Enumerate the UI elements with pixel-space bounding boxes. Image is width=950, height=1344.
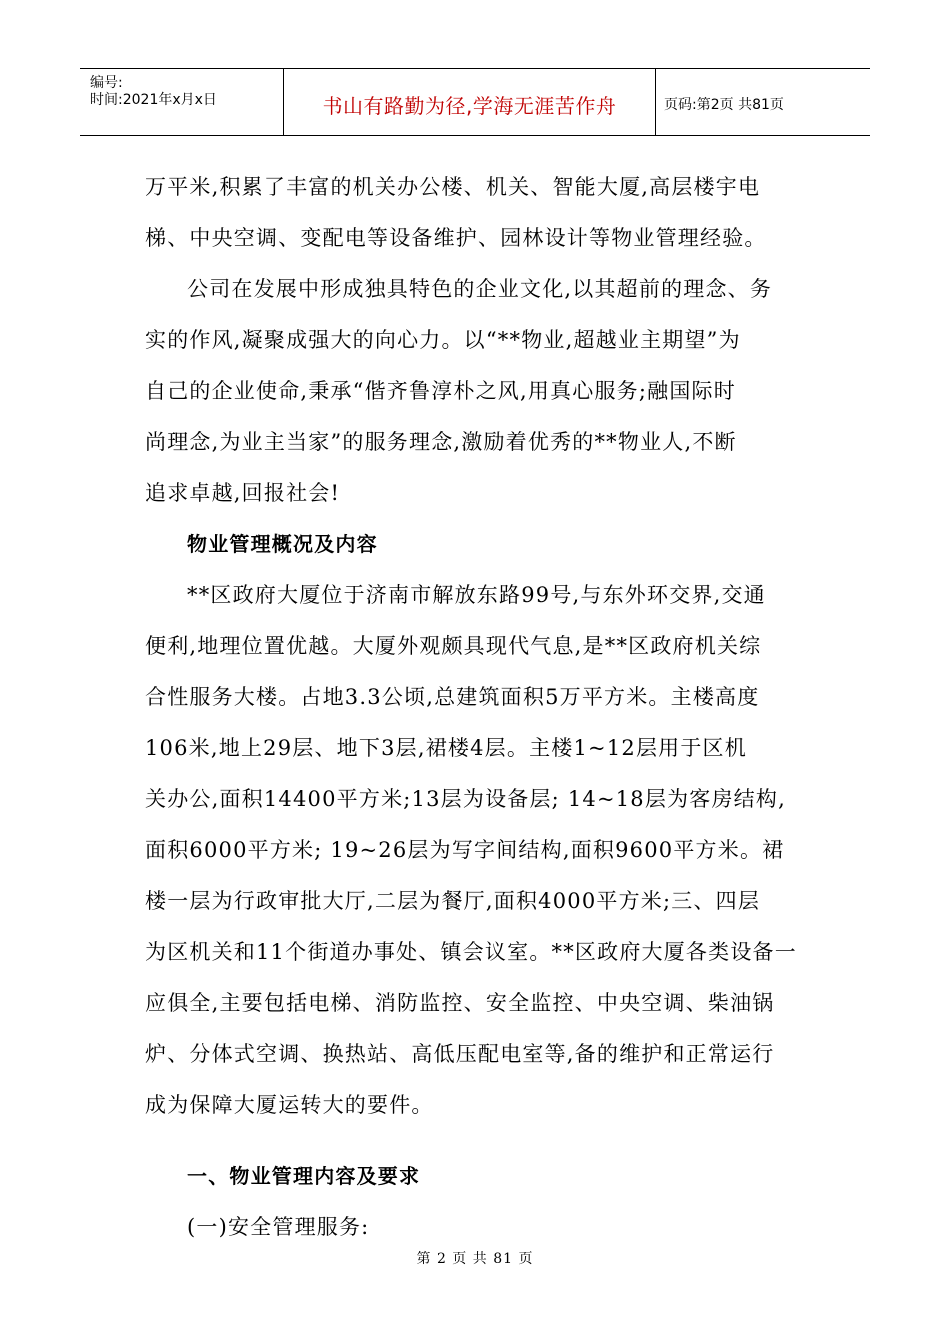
section-heading: 一、物业管理内容及要求 <box>187 1164 421 1188</box>
paragraph-line: 成为保障大厦运转大的要件。 <box>145 1093 434 1117</box>
paragraph-line: 自己的企业使命,秉承“偕齐鲁淳朴之风,用真心服务;融国际时 <box>145 379 736 403</box>
paragraph-line: 炉、分体式空调、换热站、高低压配电室等,备的维护和正常运行 <box>145 1042 775 1066</box>
paragraph-line: **区政府大厦位于济南市解放东路99号,与东外环交界,交通 <box>187 583 766 607</box>
paragraph-line: 便利,地理位置优越。大厦外观颇具现代气息,是**区政府机关综 <box>145 634 762 658</box>
paragraph-line: 实的作风,凝聚成强大的向心力。以“**物业,超越业主期望”为 <box>145 328 741 352</box>
document-body <box>145 168 810 1259</box>
subsection-heading: (一)安全管理服务: <box>187 1215 370 1239</box>
section-spacer <box>145 1137 810 1157</box>
paragraph-line: 公司在发展中形成独具特色的企业文化,以其超前的理念、务 <box>187 277 773 301</box>
page-footer: 第 2 页 共 81 页 <box>416 1251 534 1267</box>
header-motto: 书山有路勤为径,学海无涯苦作舟 <box>284 69 656 135</box>
paragraph-line: 尚理念,为业主当家”的服务理念,激励着优秀的**物业人,不断 <box>145 430 737 454</box>
paragraph-line: 应俱全,主要包括电梯、消防监控、安全监控、中央空调、柴油锅 <box>145 991 775 1015</box>
document-time-label: 时间:2021年x月x日 <box>90 92 217 108</box>
paragraph-line: 为区机关和11个街道办事处、镇会议室。**区政府大厦各类设备一 <box>145 940 797 964</box>
paragraph-line: 关办公,面积14400平方米;13层为设备层; 14~18层为客房结构, <box>145 787 786 811</box>
section-heading: 物业管理概况及内容 <box>187 532 378 556</box>
header-page-info: 页码:第2页 共81页 <box>664 97 784 113</box>
document-number-label: 编号: <box>90 75 123 91</box>
paragraph-line: 梯、中央空调、变配电等设备维护、园林设计等物业管理经验。 <box>145 226 767 250</box>
paragraph-line: 合性服务大楼。占地3.3公顷,总建筑面积5万平方米。主楼高度 <box>145 685 760 709</box>
paragraph-line: 106米,地上29层、地下3层,裙楼4层。主楼1~12层用于区机 <box>145 736 747 760</box>
header-meta-cell <box>80 69 284 135</box>
paragraph-line: 万平米,积累了丰富的机关办公楼、机关、智能大厦,高层楼宇电 <box>145 175 761 199</box>
paragraph-line: 面积6000平方米; 19~26层为写字间结构,面积9600平方米。裙 <box>145 838 785 862</box>
document-header <box>80 68 870 136</box>
paragraph-line: 追求卓越,回报社会! <box>145 481 341 505</box>
paragraph-line: 楼一层为行政审批大厅,二层为餐厅,面积4000平方米;三、四层 <box>145 889 761 913</box>
